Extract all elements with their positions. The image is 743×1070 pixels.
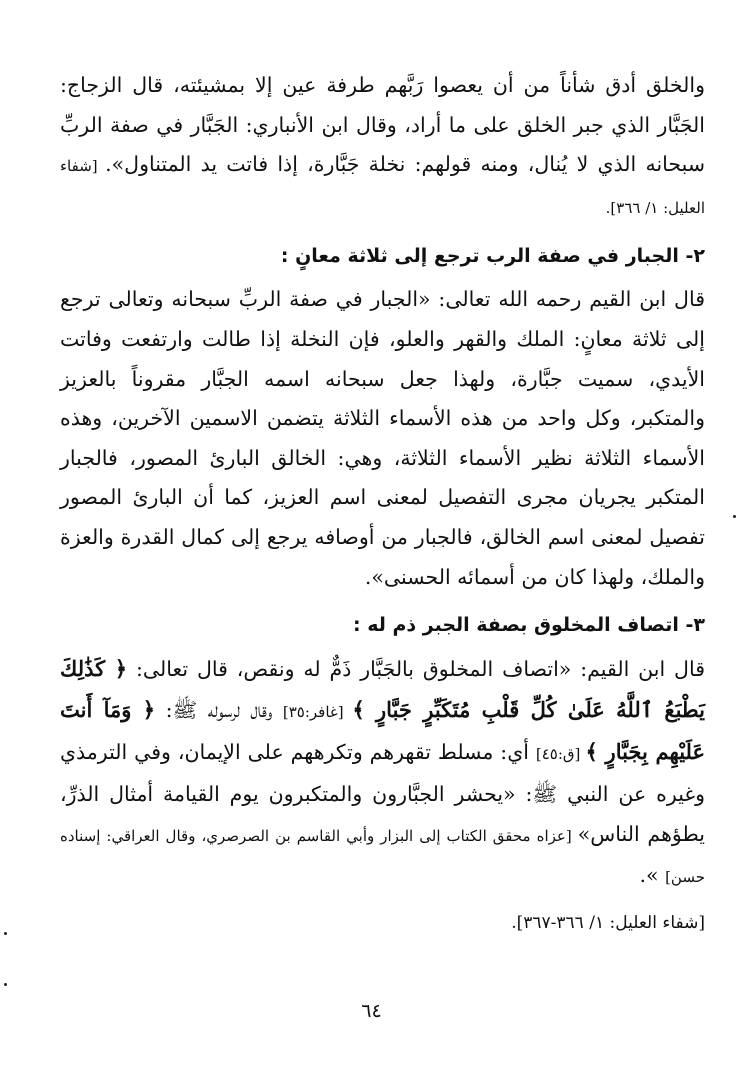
margin-mark [733,515,736,518]
quran-verse-qaf: ﴿ وَمَآ أَنتَ عَلَيْهِم بِجَبَّارٍ ﴾ [60,696,706,765]
paragraph-intro [60,66,705,228]
reference-ghafir: [غافر:٣٥] [282,702,353,721]
section-3-text-b: وقال لرسوله ﷺ: [155,697,283,722]
quran-verse-ghafir: ﴿ كَذَٰلِكَ يَطْبَعُ ٱللَّهُ عَلَىٰ كُلِّ قَلْبِ مُتَكَبِّرٍ جَبَّارٍ ﴾ [60,656,705,722]
section-3-text-a: قال ابن القيم: «اتصاف المخلوق بالجَبَّار ذَمٌّ له ونقص، قال تعالى: [127,657,705,682]
intro-text: والخلق أدق شأناً من أن يعصوا رَبَّهم طرفة عين إلا بمشيئته، قال الزجاج: الجَبَّار الذي جبر الخلق على ما أراد، وقال ابن الأنباري: الجَبَّار في صفة الربِّ سبحانه الذي لا يُنال، ومنه قولهم: نخلة جَبَّارة، إذا فاتت يد المتناول». [60,73,705,177]
reference-hadith: [عزاه محقق الكتاب إلى البزار وأبي القاسم بن الصرصري، وقال العراقي: إسناده حسن] [60,826,705,887]
paragraph-section-3 [60,649,705,898]
footnote-reference: [شفاء العليل: ١/ ٣٦٦-٣٦٧]. [511,912,705,933]
paragraph-section-2: قال ابن القيم رحمه الله تعالى: «الجبار في صفة الربِّ سبحانه وتعالى ترجع إلى ثلاثة معانٍ: الملك والقهر والعلو، فإن النخلة إذا طالت وارتفعت وفاتت الأيدي، سميت جبَّارة، ولهذا جعل سبحانه اسمه الجبَّار مقروناً بالعزيز والمتكبر، وكل واحد من هذه الأسماء الثلاثة يتضمن الاسمين الآخرين، وهذه الأسماء الثلاثة نظير الأسماء الثلاثة، وهي: الخالق البارئ المصور، فالجبار المتكبر يجريان مجرى التفصيل لمعنى اسم العزيز، كما أن البارئ المصور تفصيل لمعنى اسم الخالق، فالجبار من أوصافه يرجع إلى كمال القدرة والعزة والملك، ولهذا كان من أسمائه الحسنى». [60,287,705,589]
heading-section-2: ٢- الجبار في صفة الرب ترجع إلى ثلاثة معانٍ : [280,245,705,268]
page-body [60,66,705,942]
page-number: ٦٤ [361,1000,382,1022]
intro-reference: [شفاء العليل: ١/ ٣٦٦]. [60,157,705,217]
section-3-text-d: ». [639,863,666,888]
heading-section-3: ٣- اتصاف المخلوق بصفة الجبر ذم له : [352,614,705,637]
section-3-text-c: أي: مسلط تقهرهم وتكرههم على الإيمان، وفي الترمذي وغيره عن النبي ﷺ: «يحشر الجبَّارون والمتكبرون يوم القيامة أمثال الذرِّ، يطؤهم الناس» [60,740,705,846]
margin-mark [4,983,7,986]
reference-qaf: [ق:٤٥] [535,745,586,764]
margin-mark [4,932,7,935]
